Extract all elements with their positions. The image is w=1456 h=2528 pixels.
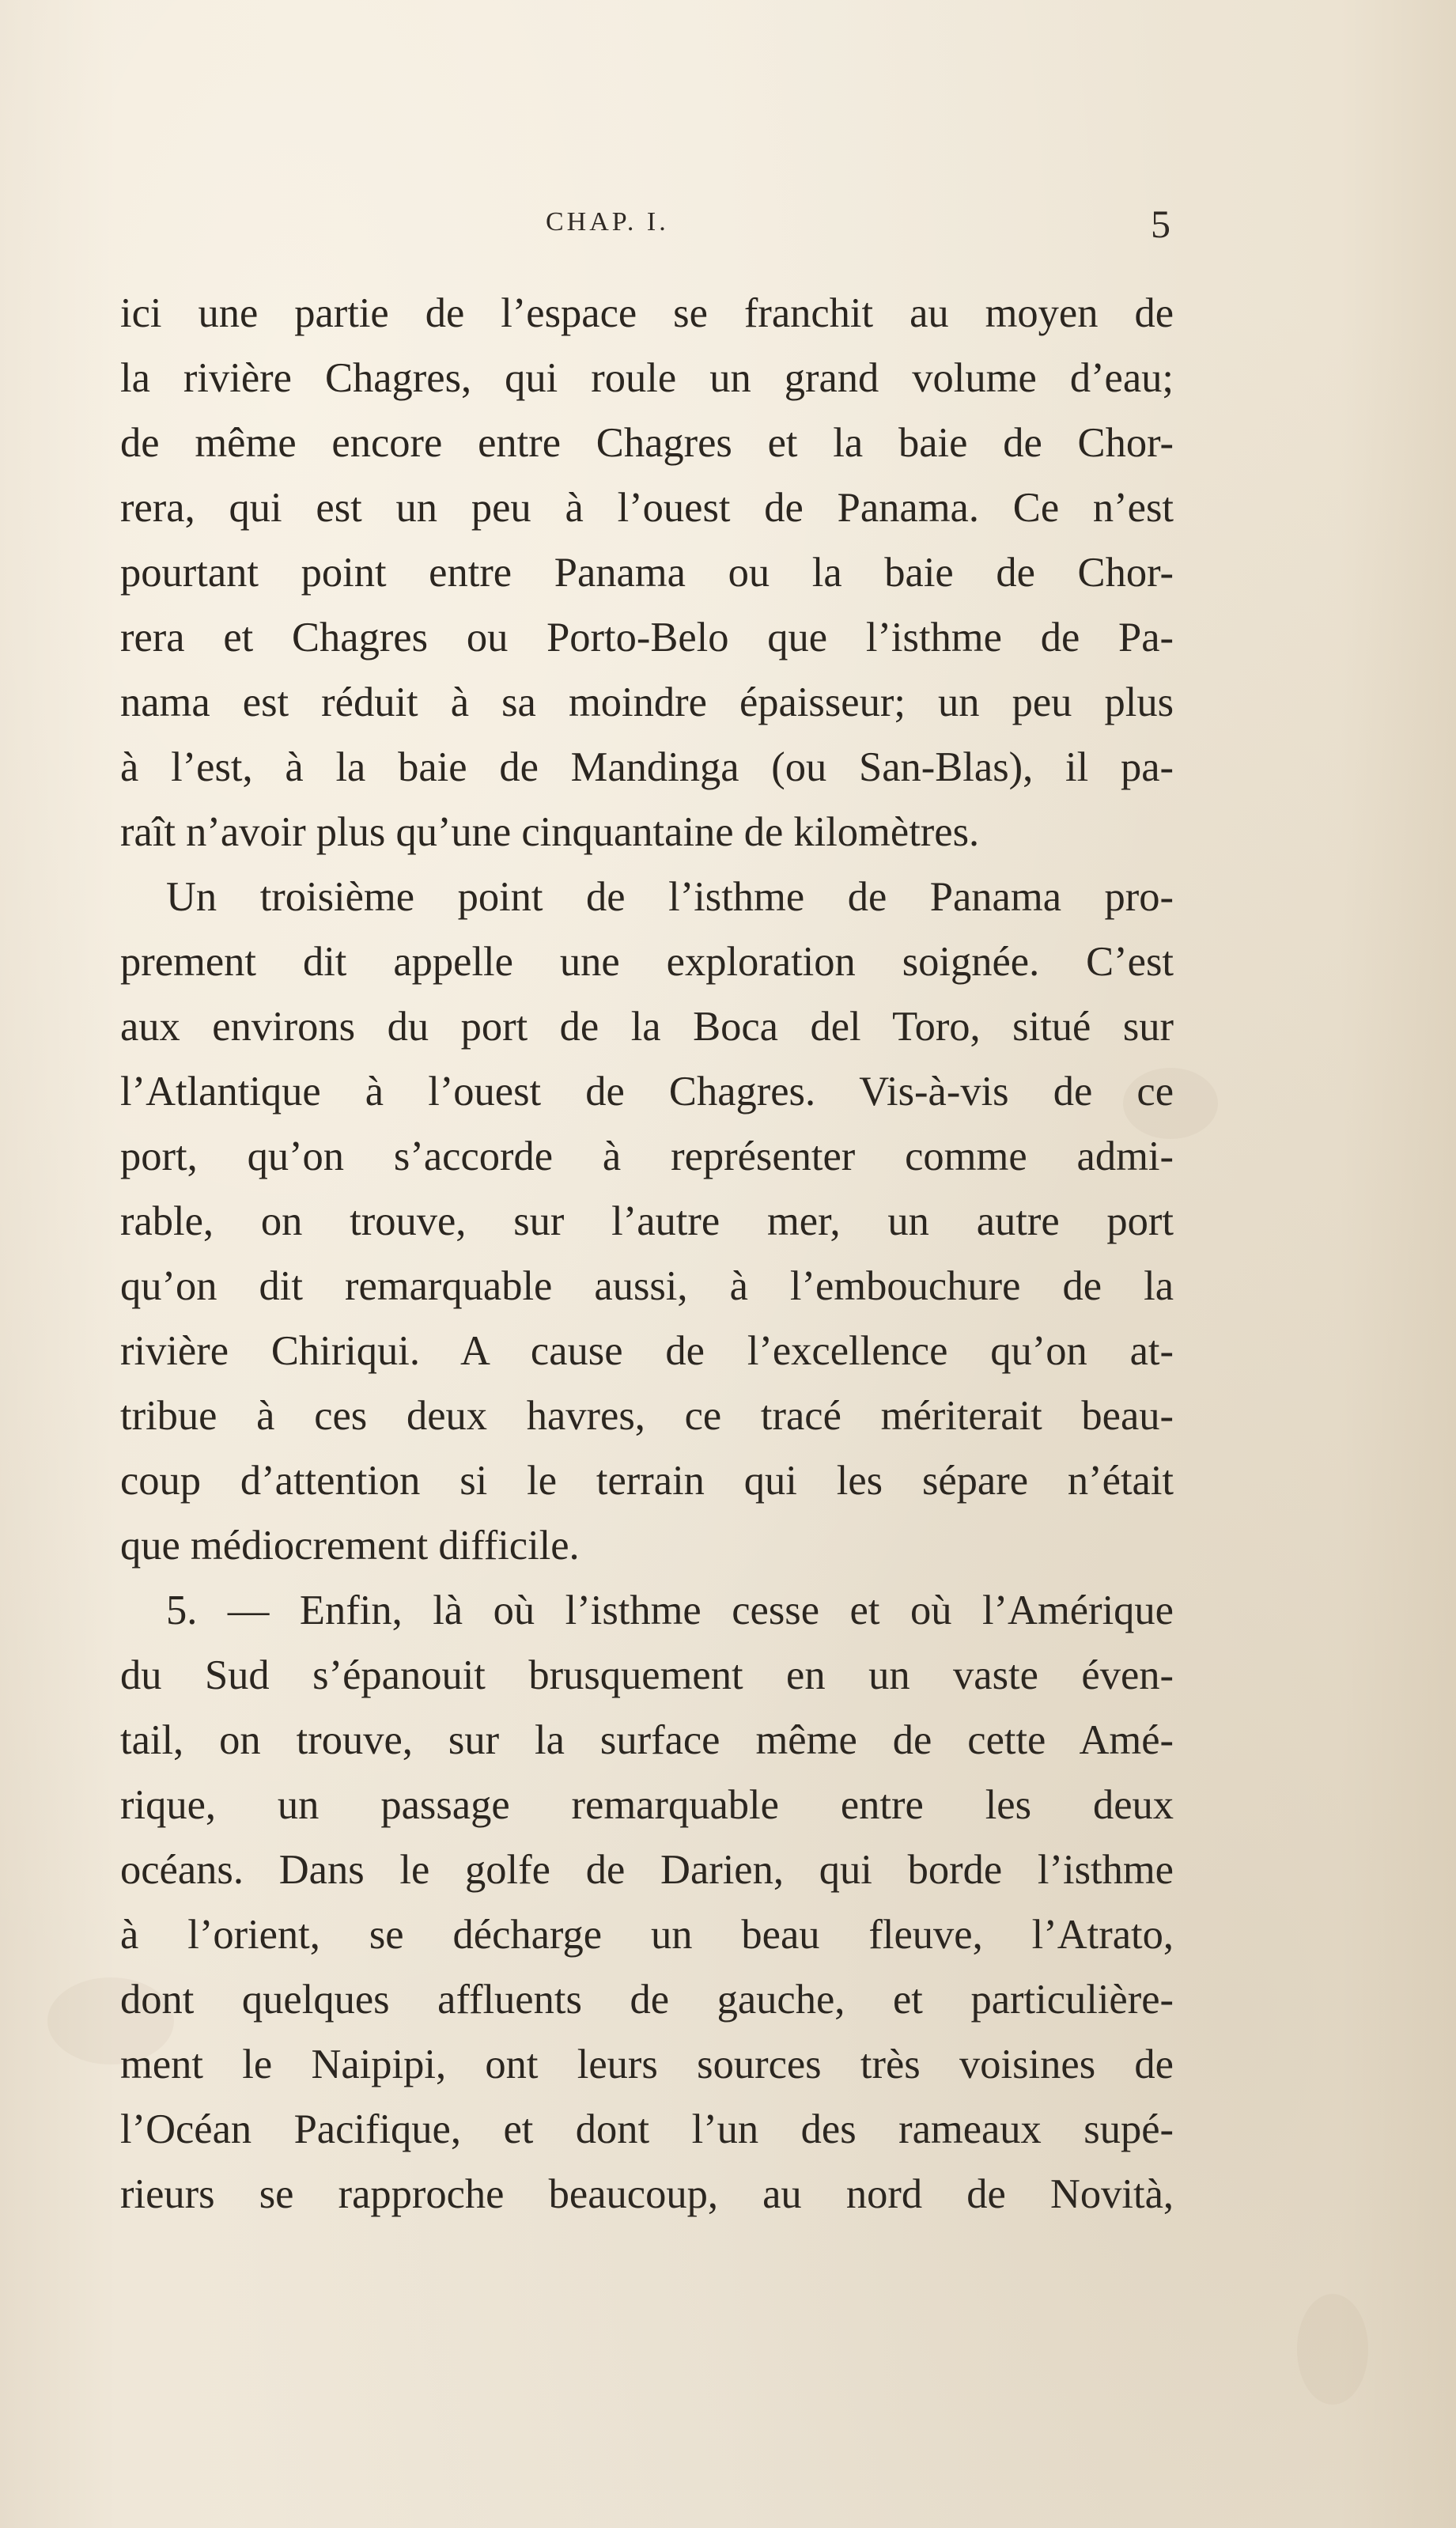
text-line: du Sud s’épanouit brusquement en un vaste éven-: [120, 1652, 1174, 1698]
text-line: tribue à ces deux havres, ce tracé mériterait beau-: [120, 1393, 1174, 1439]
paragraph: [120, 281, 1174, 865]
text-line: à l’orient, se décharge un beau fleuve, l’Atrato,: [120, 1912, 1174, 1958]
running-head: CHAP. I.: [546, 207, 669, 237]
page-header: [119, 202, 1170, 255]
paper-stain: [1297, 2294, 1368, 2405]
text-line: qu’on dit remarquable aussi, à l’embouchure de la: [120, 1263, 1174, 1309]
text-line: dont quelques affluents de gauche, et particulière-: [120, 1977, 1174, 2023]
text-line: que médiocrement difficile.: [120, 1523, 580, 1569]
text-line: coup d’attention si le terrain qui les sépare n’était: [120, 1458, 1174, 1504]
text-line: pourtant point entre Panama ou la baie de Chor-: [120, 550, 1174, 596]
text-line: ment le Naipipi, ont leurs sources très voisines de: [120, 2042, 1174, 2087]
text-line: océans. Dans le golfe de Darien, qui borde l’isthme: [120, 1847, 1174, 1893]
text-line: rera et Chagres ou Porto-Belo que l’isthme de Pa-: [120, 615, 1174, 660]
paragraph: [120, 865, 1174, 1578]
text-line: rique, un passage remarquable entre les deux: [120, 1782, 1174, 1828]
text-line: rivière Chiriqui. A cause de l’excellence qu’on at-: [120, 1328, 1174, 1374]
text-line: à l’est, à la baie de Mandinga (ou San-Blas), il pa-: [120, 744, 1174, 790]
text-line: 5. — Enfin, là où l’isthme cesse et où l’Amérique: [166, 1588, 1174, 1633]
text-line: de même encore entre Chagres et la baie de Chor-: [120, 420, 1174, 466]
text-line: prement dit appelle une exploration soignée. C’est: [120, 939, 1174, 985]
text-line: l’Océan Pacifique, et dont l’un des rameaux supé-: [120, 2106, 1174, 2152]
page-number: 5: [1151, 202, 1170, 246]
body-text: [120, 281, 1174, 2227]
text-line: la rivière Chagres, qui roule un grand volume d’eau;: [120, 355, 1174, 401]
text-line: rera, qui est un peu à l’ouest de Panama. Ce n’est: [120, 485, 1174, 531]
text-line: raît n’avoir plus qu’une cinquantaine de kilomètres.: [120, 809, 980, 855]
text-line: tail, on trouve, sur la surface même de cette Amé-: [120, 1717, 1174, 1763]
text-line: rieurs se rapproche beaucoup, au nord de Novità,: [120, 2171, 1174, 2217]
text-line: nama est réduit à sa moindre épaisseur; un peu plus: [120, 679, 1174, 725]
text-line: Un troisième point de l’isthme de Panama pro-: [166, 874, 1174, 920]
paragraph: [120, 1578, 1174, 2227]
text-line: aux environs du port de la Boca del Toro, situé sur: [120, 1004, 1174, 1050]
text-line: rable, on trouve, sur l’autre mer, un autre port: [120, 1198, 1174, 1244]
text-line: ici une partie de l’espace se franchit au moyen de: [120, 290, 1174, 336]
text-line: port, qu’on s’accorde à représenter comme admi-: [120, 1133, 1174, 1179]
text-line: l’Atlantique à l’ouest de Chagres. Vis-à-vis de ce: [120, 1069, 1174, 1115]
